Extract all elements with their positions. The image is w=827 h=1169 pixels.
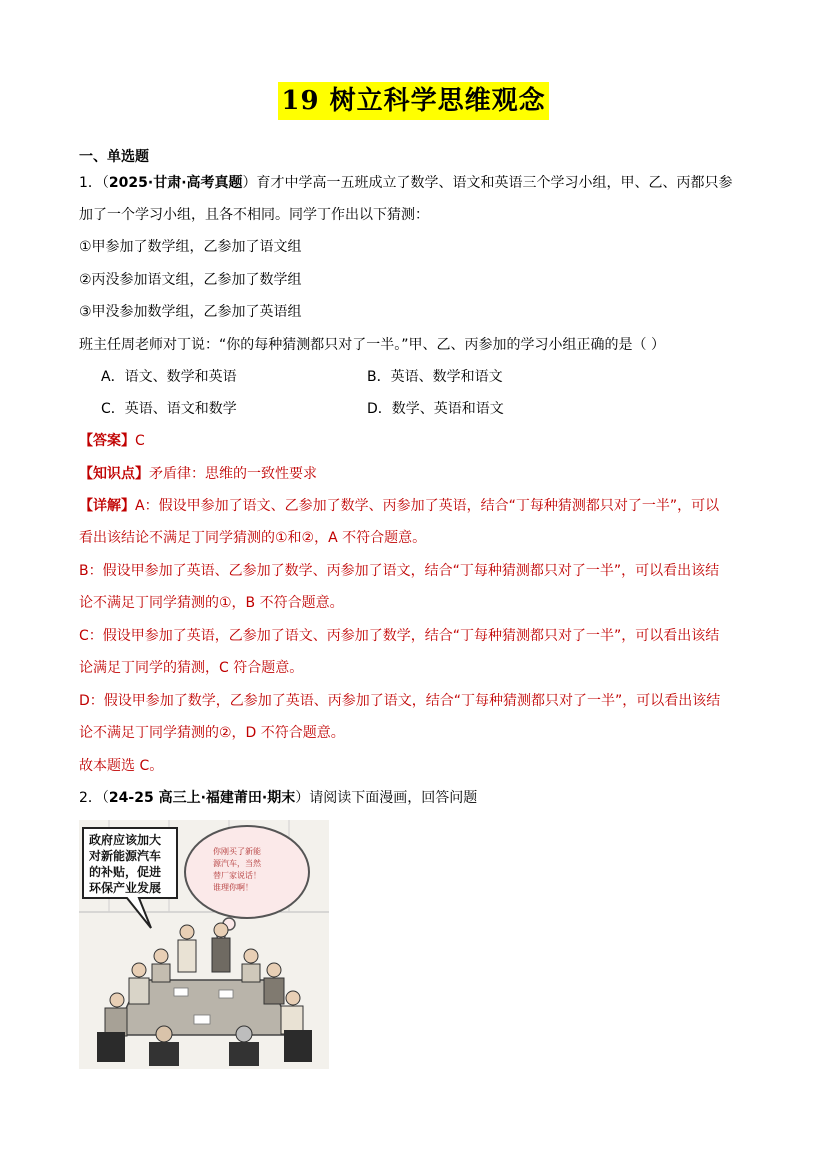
comic-illustration [79, 820, 329, 1069]
q1-stem-line2: 加了一个学习小组，且各不相同。同学丁作出以下猜测： [79, 207, 429, 223]
q1-answer [79, 431, 145, 451]
q2-number: 2．（ [79, 790, 109, 806]
q1-knowledge-point [79, 464, 317, 484]
q1-option-a: A．语文、数学和英语 [101, 369, 237, 385]
q2-stem [79, 788, 477, 808]
q1-stem-a: ）育才中学高一五班成立了数学、语文和英语三个学习小组，甲、乙、丙都只参 [242, 175, 733, 191]
q1-option-c: C．英语、语文和数学 [101, 401, 237, 417]
comic-left-line-4: 环保产业发展 [89, 881, 162, 895]
comic-left-line-3: 的补贴，促进 [89, 865, 162, 879]
q1-detail-c-line1: C：假设甲参加了英语，乙参加了语文、丙参加了数学，结合“丁每种猜测都只对了一半”，可以看出该结 [79, 628, 720, 644]
q1-stem-line1 [79, 173, 733, 193]
q1-detail-a-line2: 看出该结论不满足丁同学猜测的①和②，A 不符合题意。 [79, 530, 427, 546]
detail-a-1: A：假设甲参加了语文、乙参加了数学、丙参加了英语，结合“丁每种猜测都只对了一半”，可以 [135, 498, 720, 514]
q2-source: 24-25 高三上·福建莆田·期末 [108, 790, 296, 806]
q1-conclusion: 故本题选 C。 [79, 758, 164, 774]
comic-right-line-3: 替厂家说话！ [213, 871, 261, 880]
comic-right-line-1: 你刚买了新能 [213, 847, 261, 856]
answer-value: C [135, 433, 145, 449]
comic-right-line-2: 源汽车，当然 [213, 859, 261, 868]
q1-teacher-statement: 班主任周老师对丁说：“你的每种猜测都只对了一半。”甲、乙、丙参加的学习小组正确的是（ ） [79, 337, 665, 353]
q1-guess-1: ①甲参加了数学组，乙参加了语文组 [79, 239, 302, 255]
comic-left-line-2: 对新能源汽车 [89, 849, 162, 863]
answer-label: 【答案】 [79, 433, 135, 449]
q1-guess-3: ③甲没参加数学组，乙参加了英语组 [79, 304, 302, 320]
title-wrap [0, 82, 827, 120]
q1-detail-b-line2: 论不满足丁同学猜测的①，B 不符合题意。 [79, 595, 344, 611]
comic-left-line-1: 政府应该加大 [89, 833, 162, 847]
q1-detail-c-line2: 论满足丁同学的猜测，C 符合题意。 [79, 660, 304, 676]
kp-value: 矛盾律：思维的一致性要求 [149, 466, 317, 482]
q1-guess-2: ②丙没参加语文组，乙参加了数学组 [79, 272, 302, 288]
section-heading: 一、单选题 [79, 149, 149, 165]
q1-source: 2025·甘肃·高考真题 [108, 175, 243, 191]
q1-option-b: B．英语、数学和语文 [367, 369, 503, 385]
comic-right-line-4: 谁理你啊！ [213, 883, 253, 892]
q1-detail-d-line1: D：假设甲参加了数学，乙参加了英语、丙参加了语文，结合“丁每种猜测都只对了一半”，可以看出该结 [79, 693, 721, 709]
detail-label: 【详解】 [79, 498, 135, 514]
q1-detail-a-line1 [79, 496, 719, 516]
comic-image [79, 820, 329, 1069]
kp-label: 【知识点】 [79, 466, 149, 482]
q1-number: 1．（ [79, 175, 109, 191]
q1-detail-d-line2: 论不满足丁同学猜测的②，D 不符合题意。 [79, 725, 345, 741]
q1-detail-b-line1: B：假设甲参加了英语、乙参加了数学、丙参加了语文，结合“丁每种猜测都只对了一半”，可以看出该结 [79, 563, 720, 579]
q1-option-d: D．数学、英语和语文 [367, 401, 504, 417]
page-title: 19 树立科学思维观念 [278, 82, 548, 120]
q2-stem-text: ）请阅读下面漫画，回答问题 [295, 790, 478, 806]
